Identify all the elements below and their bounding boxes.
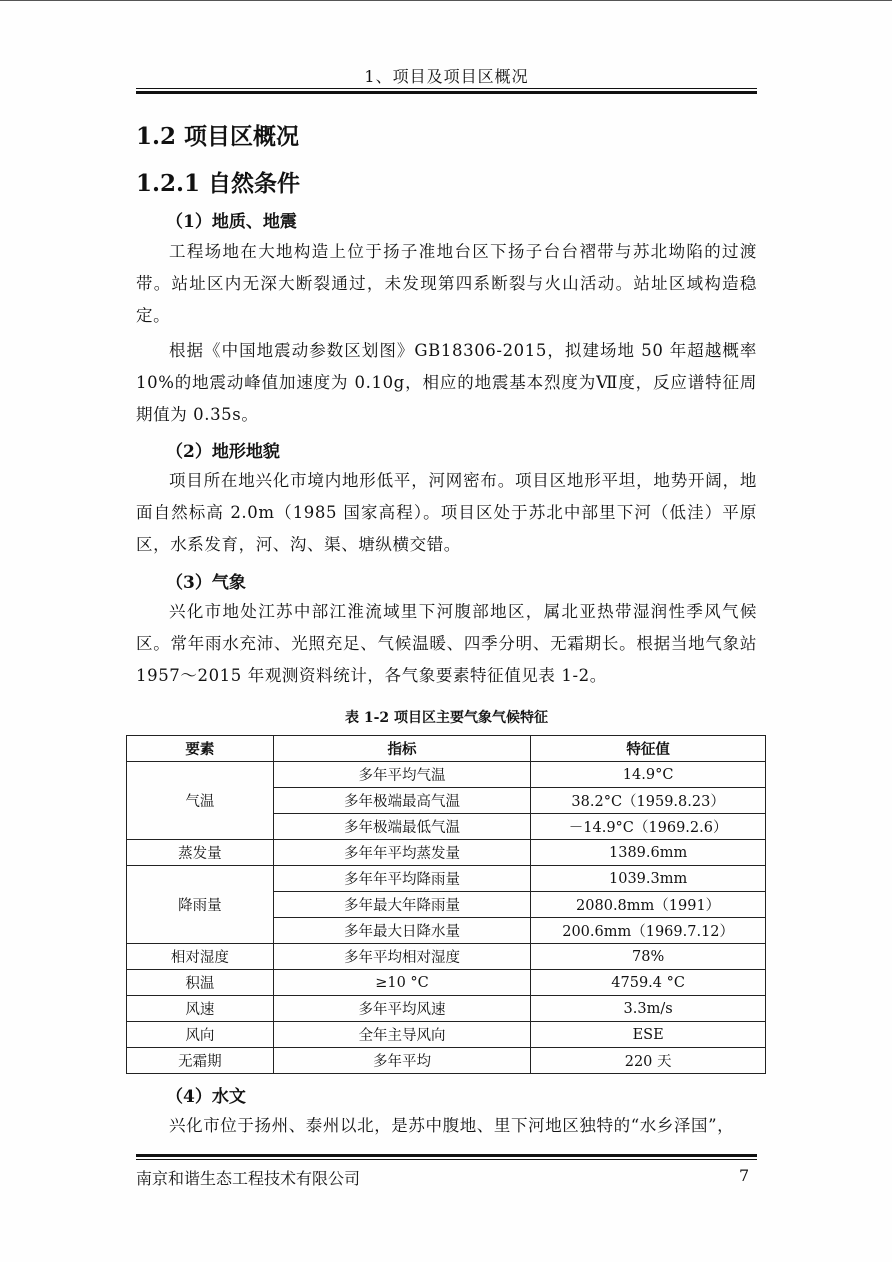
indicator-cell: 多年年平均降雨量 [273, 866, 531, 892]
geology-paragraph-2: 根据《中国地震动参数区划图》GB18306-2015，拟建场地 50 年超越概率 10%的地震动峰值加速度为 0.10g，相应的地震基本烈度为Ⅶ度，反应谱特征周期值为 0.35s。 [136, 341, 757, 424]
climate-table [126, 735, 766, 1074]
indicator-cell: 多年平均 [273, 1048, 531, 1074]
subsection-heading: 1.2.1 自然条件 [136, 170, 301, 197]
table-row [127, 970, 766, 996]
table-row [127, 944, 766, 970]
indicator-cell: 全年主导风向 [273, 1022, 531, 1048]
section-heading: 1.2 项目区概况 [136, 123, 300, 150]
footer-rule-thick [136, 1154, 757, 1157]
table-row [127, 996, 766, 1022]
footer-rule-thin [136, 1159, 757, 1160]
header-rule-thin [136, 88, 757, 89]
value-cell: 4759.4 °C [531, 970, 766, 996]
header-cell-value: 特征值 [531, 736, 766, 762]
geology-heading: （1）地质、地震 [166, 212, 297, 232]
indicator-cell: 多年年平均蒸发量 [273, 840, 531, 866]
geology-paragraph-1: 工程场地在大地构造上位于扬子准地台区下扬子台台褶带与苏北坳陷的过渡带。站址区内无深大断裂通过，未发现第四系断裂与火山活动。站址区域构造稳定。 [136, 242, 757, 325]
value-cell: 38.2°C（1959.8.23） [531, 788, 766, 814]
indicator-cell: 多年平均气温 [273, 762, 531, 788]
value-cell: 1389.6mm [531, 840, 766, 866]
table-caption: 表 1-2 项目区主要气象气候特征 [344, 710, 549, 726]
value-cell: 3.3m/s [531, 996, 766, 1022]
value-cell: 2080.8mm（1991） [531, 892, 766, 918]
table-row [127, 762, 766, 788]
group-cell-rainfall: 降雨量 [127, 866, 274, 944]
header-cell-element: 要素 [127, 736, 274, 762]
footer-company: 南京和谐生态工程技术有限公司 [136, 1169, 361, 1188]
header-cell-indicator: 指标 [273, 736, 531, 762]
indicator-cell: 多年极端最高气温 [273, 788, 531, 814]
header-rule-thick [136, 91, 757, 94]
value-cell: 14.9°C [531, 762, 766, 788]
value-cell: －14.9°C（1969.2.6） [531, 814, 766, 840]
table-header-row [127, 736, 766, 762]
page-number: 7 [739, 1166, 750, 1185]
group-cell-humidity: 相对湿度 [127, 944, 274, 970]
indicator-cell: 多年极端最低气温 [273, 814, 531, 840]
indicator-cell: 多年平均风速 [273, 996, 531, 1022]
value-cell: ESE [531, 1022, 766, 1048]
table-row [127, 840, 766, 866]
weather-heading: （3）气象 [166, 573, 246, 593]
table-row [127, 1048, 766, 1074]
table-row [127, 866, 766, 892]
weather-paragraph: 兴化市地处江苏中部江淮流域里下河腹部地区，属北亚热带湿润性季风气候区。常年雨水充沛、光照充足、气候温暖、四季分明、无霜期长。根据当地气象站 1957～2015 年观测资料统计，各气象要素特征值见表 1-2。 [136, 602, 757, 685]
terrain-paragraph: 项目所在地兴化市境内地形低平，河网密布。项目区地形平坦，地势开阔，地面自然标高 2.0m（1985 国家高程）。项目区处于苏北中部里下河（低洼）平原区，水系发育，河、沟、渠、塘纵横交错。 [136, 471, 757, 554]
terrain-heading: （2）地形地貌 [166, 442, 280, 462]
running-header: 1、项目及项目区概况 [364, 67, 529, 86]
group-cell-temperature: 气温 [127, 762, 274, 840]
hydrology-paragraph: 兴化市位于扬州、泰州以北，是苏中腹地、里下河地区独特的“水乡泽国”， [169, 1116, 735, 1135]
group-cell-wind-direction: 风向 [127, 1022, 274, 1048]
table-row [127, 1022, 766, 1048]
indicator-cell: 多年最大年降雨量 [273, 892, 531, 918]
page-top-edge [0, 0, 892, 1]
indicator-cell: 多年平均相对湿度 [273, 944, 531, 970]
value-cell: 1039.3mm [531, 866, 766, 892]
hydrology-heading: （4）水文 [166, 1087, 246, 1107]
indicator-cell: ≥10 °C [273, 970, 531, 996]
indicator-cell: 多年最大日降水量 [273, 918, 531, 944]
value-cell: 78% [531, 944, 766, 970]
group-cell-accumulated-temperature: 积温 [127, 970, 274, 996]
group-cell-wind-speed: 风速 [127, 996, 274, 1022]
value-cell: 200.6mm（1969.7.12） [531, 918, 766, 944]
value-cell: 220 天 [531, 1048, 766, 1074]
group-cell-evaporation: 蒸发量 [127, 840, 274, 866]
group-cell-frost-free: 无霜期 [127, 1048, 274, 1074]
